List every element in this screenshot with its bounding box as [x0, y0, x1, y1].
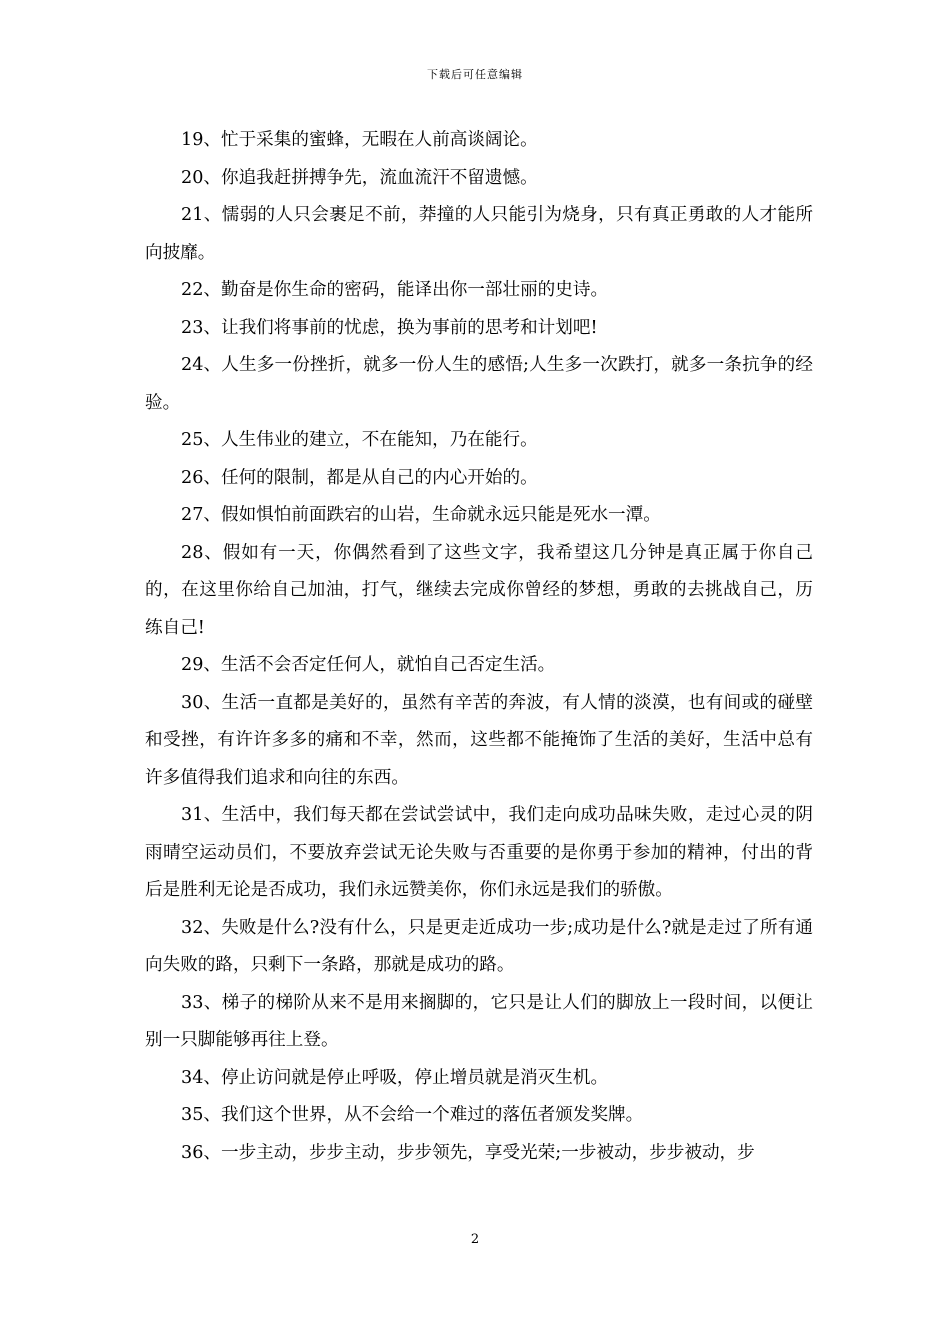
paragraph-31: 31、生活中，我们每天都在尝试尝试中，我们走向成功品味失败，走过心灵的阴雨晴空运动员们，不要放弃尝试无论失败与否重要的是你勇于参加的精神，付出的背后是胜利无论是否成功，我们永远赞美你，你们永远是我们的骄傲。 [145, 805, 813, 900]
page-number: 2 [470, 1232, 480, 1247]
paragraph-28: 28、假如有一天，你偶然看到了这些文字，我希望这几分钟是真正属于你自己的，在这里你给自己加油，打气，继续去完成你曾经的梦想，勇敢的去挑战自己，历练自己! [145, 542, 813, 638]
paragraph-22: 22、勤奋是你生命的密码，能译出你一部壮丽的史诗。 [181, 280, 609, 300]
paragraph-26: 26、任何的限制，都是从自己的内心开始的。 [181, 467, 538, 488]
paragraph-33: 33、梯子的梯阶从来不是用来搁脚的，它只是让人们的脚放上一段时间，以便让别一只脚能够再往上登。 [145, 992, 813, 1050]
paragraph-25: 25、人生伟业的建立，不在能知，乃在能行。 [181, 430, 538, 450]
paragraph-36: 36、一步主动，步步主动，步步领先，享受光荣;一步被动，步步被动，步 [181, 1142, 755, 1163]
paragraph-23: 23、让我们将事前的忧虑，换为事前的思考和计划吧! [181, 317, 598, 338]
paragraph-24: 24、人生多一份挫折，就多一份人生的感悟;人生多一次跌打，就多一条抗争的经验。 [145, 355, 813, 413]
paragraph-27: 27、假如惧怕前面跌宕的山岩，生命就永远只能是死水一潭。 [181, 505, 661, 525]
paragraph-35: 35、我们这个世界，从不会给一个难过的落伍者颁发奖牌。 [181, 1105, 644, 1125]
paragraph-20: 20、你追我赶拼搏争先，流血流汗不留遗憾。 [181, 167, 538, 188]
paragraph-32: 32、失败是什么?没有什么，只是更走近成功一步;成功是什么?就是走过了所有通向失败的路，只剩下一条路，那就是成功的路。 [145, 917, 813, 975]
paragraph-30: 30、生活一直都是美好的，虽然有辛苦的奔波，有人情的淡漠，也有间或的碰壁和受挫，有许许多多的痛和不幸，然而，这些都不能掩饰了生活的美好，生活中总有许多值得我们追求和向往的东西。 [145, 692, 813, 788]
document-body [145, 122, 813, 1172]
paragraph-34: 34、停止访问就是停止呼吸，停止增员就是消灭生机。 [181, 1067, 609, 1088]
page-header: 下载后可任意编辑 [427, 68, 523, 81]
paragraph-21: 21、懦弱的人只会裹足不前，莽撞的人只能引为烧身，只有真正勇敢的人才能所向披靡。 [145, 205, 813, 263]
paragraph-19: 19、忙于采集的蜜蜂，无暇在人前高谈阔论。 [181, 130, 538, 150]
paragraph-29: 29、生活不会否定任何人，就怕自己否定生活。 [181, 655, 556, 675]
